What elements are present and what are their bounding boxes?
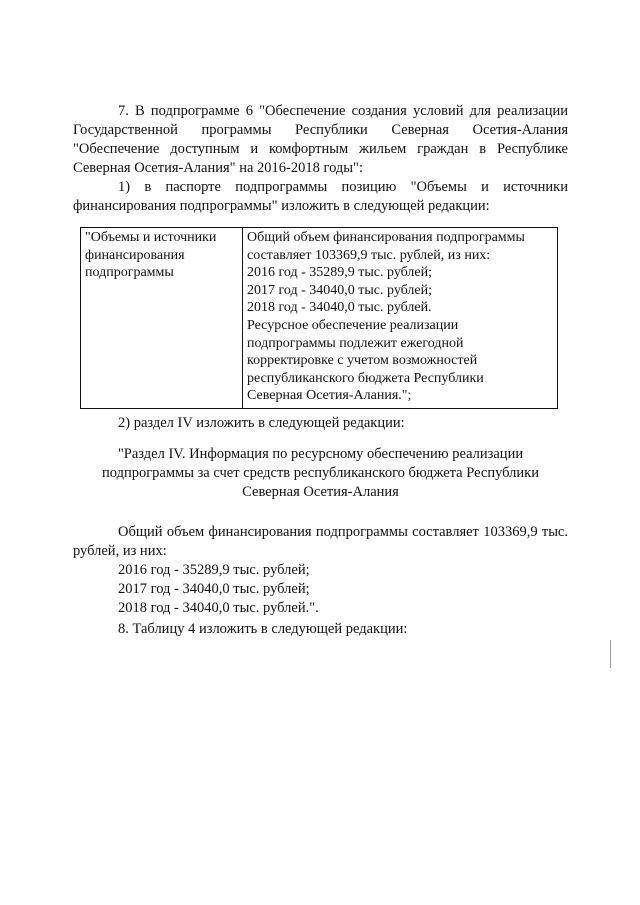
section-iv-body: [73, 523, 568, 618]
item-8-paragraph: [73, 620, 568, 639]
passport-table-label-cell: [81, 228, 243, 409]
passport-table-value-cell: [243, 228, 558, 409]
year-line: 2016 год - 35289,9 тыс. рублей;: [118, 562, 310, 578]
section-title-line-1: "Раздел IV. Информация по ресурсному обеспечению реализации: [117, 446, 524, 462]
subitem-2-text: 2) раздел IV изложить в следующей редакции:: [118, 415, 405, 431]
subitem-2-paragraph: [73, 414, 568, 433]
value-line: республиканского бюджета Республики: [247, 370, 484, 386]
item-7-line-4: Северная Осетия-Алания" на 2016-2018 годы":: [73, 160, 363, 176]
section-body-line-1: Общий объем финансирования подпрограммы составляет 103369,9 тыс.: [118, 524, 568, 540]
value-line: 2018 год - 34040,0 тыс. рублей.: [247, 300, 432, 316]
value-line: корректировке с учетом возможностей: [247, 353, 478, 369]
value-line: подпрограммы подлежит ежегодной: [247, 335, 464, 351]
section-title-line-2: подпрограммы за счет средств республиканского бюджета Республики: [102, 465, 539, 481]
item-7-line-2: Государственной программы Республики Северная Осетия-Алания: [73, 122, 568, 138]
value-line: Северная Осетия-Алания.";: [247, 388, 412, 404]
section-body-line-2: рублей, из них:: [73, 543, 167, 559]
year-line: 2018 год - 34040,0 тыс. рублей.".: [118, 600, 319, 616]
label-line: подпрограммы: [85, 265, 174, 281]
section-title-line-3: Северная Осетия-Алания: [242, 484, 399, 500]
value-line: 2017 год - 34040,0 тыс. рублей;: [247, 282, 433, 298]
section-iv-title: [73, 445, 568, 502]
item-7-line-1: 7. В подпрограмме 6 "Обеспечение создания условий для реализации: [118, 103, 568, 119]
item-8-text: 8. Таблицу 4 изложить в следующей редакции:: [118, 621, 408, 637]
value-line: Ресурсное обеспечение реализации: [247, 317, 459, 333]
passport-table: [80, 227, 558, 409]
value-line: 2016 год - 35289,9 тыс. рублей;: [247, 265, 433, 281]
year-line: 2017 год - 34040,0 тыс. рублей;: [118, 581, 310, 597]
subitem-1-paragraph: [73, 178, 568, 216]
label-line: "Объемы и источники: [85, 230, 217, 245]
label-line: финансирования: [85, 247, 185, 263]
subitem-1-line-1: 1) в паспорте подпрограммы позицию "Объемы и источники: [118, 179, 568, 195]
table-row: [81, 228, 558, 409]
value-line: составляет 103369,9 тыс. рублей, из них:: [247, 247, 491, 263]
item-7-paragraph: [73, 102, 568, 178]
item-7-line-3: "Обеспечение доступным и комфортным жильем граждан в Республике: [73, 141, 568, 157]
scan-margin-mark: [610, 640, 611, 668]
subitem-1-line-2: финансирования подпрограммы" изложить в следующей редакции:: [73, 198, 490, 214]
value-line: Общий объем финансирования подпрограммы: [247, 230, 525, 245]
